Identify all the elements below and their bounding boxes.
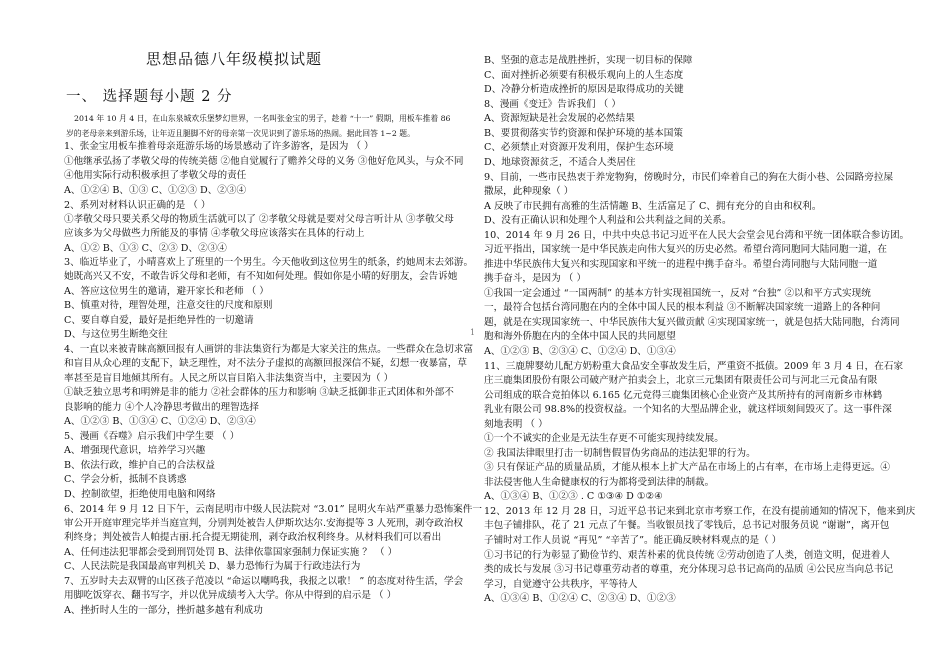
left-text-line: ①孝敬父母只要关系父母的物质生活就可以了 ②孝敬父母就是要对父母言听计从 ③孝敬父母 [64,214,454,225]
left-text-line: 1、张金宝用板车推着母亲逛游乐场的场景感动了许多游客，是因为 （ ） [64,141,374,152]
right-text-line: 庄三鹿集团股份有限公司破产财产拍卖会上，北京三元集团有限责任公司与河北三元食品有限 [484,375,878,386]
right-text-line: A、①③④ B、①②③ . C ①③④ D ①②④ [484,491,663,502]
left-text-line: 4、一直以来被青睐高额回报有人画饼的非法集资行为都是大家关注的焦点。一些群众在急切求富 [64,344,474,355]
left-text-line: B、依法行政，维护自己的合法权益 [64,460,215,471]
left-text-line: 率甚至是盲目地倾其所有。人民之所以盲目陷入非法集资当中，主要因为（ ） [64,373,394,384]
right-text-line: 12、2013 年 12 月 28 日，习近平总书记来到北京市考察工作，在没有提前通知的情况下，他来到庆 [484,506,916,517]
left-text-line: 用脚吃饭穿衣、翻书写字，并以优异成绩考入大学。你从中得到的启示是 （ ） [64,590,397,601]
right-text-line: D、没有正确认识和处理个人利益和公共利益之间的关系。 [484,215,732,226]
left-text-line: A、①②③ B、①③④ C、①②④ D、②③④ [64,416,256,427]
left-text-line: A、挫折时人生的一部分，挫折越多越有利成功 [64,605,263,616]
right-text-line: 刻地表明 （ ） [484,419,548,430]
right-text-line: 一，最符合包括台湾同胞在内的全体中国人民的根本利益 ③不断解决国家统一道路上的各种问 [484,302,881,313]
left-text-line: 5、漫画《吞噬》启示我们中学生要 （ ） [64,431,240,442]
left-text-line: 她既高兴又不安，不敢告诉父母和老师，有不知如何处理。假如你是小晴的好朋友，会告诉她 [64,271,458,282]
right-text-line: ①习书记的行为彰显了勤俭节约、艰苦朴素的优良传统 ②劳动创造了人类，创造文明，促进着人 [484,550,890,561]
right-text-line: 乳业有限公司 98.8%的投资权益。一个知名的大型品牌企业，就这样顷刻间毁灭了。这一事件深 [484,404,892,415]
right-text-line: 10、2014 年 9 月 26 日，中共中央总书记习近平在人民大会堂会见台湾和平统一团体联合参访团。 [484,230,910,241]
left-text-line: 一、 选择题每小题 2 分 [66,89,233,105]
left-text-line: 应该多为父母做些力所能及的事情 ④孝敬父母应该落实在具体的行动上 [64,228,365,239]
left-text-line: D、控制欲望，拒绝使用电脑和网络 [64,489,216,500]
left-text-line: 岁的老母亲来到游乐场，让年迈且腿脚不好的母亲第一次见识到了游乐场的热闹。据此回答 1~2 题。 [66,129,415,138]
left-text-line: 7、五岁时夫去双臂的山区孩子范凌以 “命运以嘲鸣我，我报之以歌！ ” 的态度对待生活，学会 [64,576,464,587]
right-text-line: 11、三鹿牌婴幼儿配方奶粉重大食品安全事故发生后，严重资不抵债。2009 年 3 月 4 日，在石家 [484,361,904,372]
left-text-line: C、学会分析，抵制不良诱惑 [64,474,187,485]
right-text-line: ③ 只有保证产品的质量品质，才能从根本上扩大产品在市场上的占有率，在市场上走得更远。④ [484,462,890,473]
left-text-line: C、要自尊自爱，最好是拒绝异性的一切邀请 [64,315,254,326]
left-text-line: A、答应这位男生的邀请，避开家长和老师 （ ） [64,286,269,297]
left-text-line: A、①②④ B、①③ C、①②③ D、②③④ [64,185,247,196]
right-text-line: A、①③④ B、①②④ C、②③④ D、①②③ [484,593,676,604]
left-text-line: ①他继承弘扬了孝敬父母的传统美德 ②他自觉履行了赡养父母的义务 ③他好危风头，与众不同 [64,156,464,167]
right-text-line: 公司组成的联合竞拍体以 6.165 亿元竞得三鹿集团核心企业资产及其所持有的河南新乡市林鹤 [484,390,883,401]
left-text-line: 良影响的能力 ④个人冷静思考做出的理智选择 [64,402,259,413]
right-text-line: 丰包子铺排队，花了 21 元点了午餐。当收银员找了零钱后，总书记对服务员说 “谢谢”，离开包 [484,520,890,531]
right-text-line: 题，就是在实现国家统一、中华民族伟大复兴做贡献 ④实现国家统一，就是包括大陆同胞，台湾同 [484,317,900,328]
left-text-line: A、增强现代意识，培养学习兴趣 [64,445,206,456]
right-text-line: B、要贯彻落实节约资源和保护环境的基本国策 [484,128,683,139]
left-text-line: A、任何违法犯罪都会受到刑罚处罚 B、法律依靠国家强制力保证实施 ？ （ ） [64,547,398,558]
right-text-line: 9、目前，一些市民热衷于养宠物狗，傍晚时分，市民们牵着自己的狗在大街小巷、公园路旁拉屎 [484,172,894,183]
right-text-line: A、①②③ B、②③④ C、①②④ D、①③④ [484,346,676,357]
right-text-line: 携手奋斗，是因为 （ ） [484,273,587,284]
left-text-line: B、慎重对待，理智处理，注意交往的尺度和原则 [64,300,273,311]
right-text-line: A 反映了市民拥有高雅的生活情趣 B、生活富足了 C、拥有充分的自由和权利。 [484,201,822,212]
left-text-line: 利终身；判处被告人帕提古丽.托合提无期徒刑，剥夺政治权利终身。从材料我们可以看出 [64,532,442,543]
right-text-line: ② 我国法律眼里打击一切制售假冒伪劣商品的违法犯罪的行为。 [484,448,756,459]
left-text-line: 和盲目从众心理的支配下，缺乏理性，对不法分子虚拟的高额回报深信不疑，幻想一夜暴富，草 [64,358,467,369]
right-text-line: ①一个不诚实的企业是无法生存更不可能实现持续发展。 [484,433,724,444]
left-text-line: 2、系列对材料认识正确的是 （ ） [64,200,211,211]
right-text-line: 类的成长与发展 ③习书记尊重劳动者的尊重，充分体现习总书记高尚的品质 ④公民应当向总书记 [484,564,894,575]
left-text-line: D、与这位男生断绝交往 [64,329,168,340]
right-text-line: A、资源短缺是社会发展的必然结果 [484,113,635,124]
right-text-line: 8、漫画《变迁》告诉我们 （ ） [484,99,621,110]
right-text-line: 习近平指出，国家统一是中华民族走向伟大复兴的历史必然。希望台湾同胞同大陆同胞一道，在 [484,244,887,255]
left-text-line: 思想品德八年级模拟试题 [146,50,323,68]
right-text-line: 学习，自觉遵守公共秩序，平等待人 [484,579,638,590]
right-text-line: C、必须禁止对资源开发利用，保护生态环境 [484,142,674,153]
right-text-line: D、冷静分析造成挫折的原因是取得成功的关键 [484,84,684,95]
left-text-line: A、①② B、①③ C、②③ D、②③④ [64,243,227,254]
right-text-line: 子铺时对工作人员说 “再见” “辛苦了”。能正确反映材料观点的是（ ） [484,535,782,546]
page-gutter-mark: 1 [470,328,476,337]
left-text-line: 6、2014 年 9 月 12 日下午，云南昆明市中级人民法院对 “3.01” 昆明火车站严重暴力恐怖案件一 [64,504,482,515]
left-text-line: ④他用实际行动积极承担了孝敬父母的责任 [64,170,247,181]
right-text-line: D、地球资源贫乏，不适合人类居住 [484,157,636,168]
left-text-line: 审公开开庭审理完毕并当庭宣判，分别判处被告人伊斯坎达尔.安海提等 3 人死刑，剥夺政治权 [64,518,464,529]
right-text-line: C、面对挫折必须要有积极乐观向上的人生态度 [484,70,684,81]
right-text-line: ①我国一定会通过 “一国两制” 的基本方针实现祖国统一，反对 “台独” ②以和平方式实现统 [484,288,871,299]
right-text-line: 胞和海外侨胞在内的全体中国人民的共同愿望 [484,331,676,342]
right-text-line: 推进中华民族伟大复兴和实现国家和平统一的进程中携手奋斗。希望台湾同胞与大陆同胞一道 [484,259,878,270]
left-text-line: 2014 年 10 月 4 日，在山东泉城欢乐堡梦幻世界，一名叫张金宝的男子，趁着 “十一” 假期，用板车推着 86 [74,114,451,123]
left-text-line: 3、临近毕业了，小晴喜欢上了班里的一个男生。今天他收到这位男生的纸条，约她周末去郊游。 [64,257,474,268]
right-text-line: 撒尿，此种现象（ ） [484,186,574,197]
right-text-line: B、坚强的意志是战胜挫折，实现一切目标的保障 [484,55,693,66]
left-text-line: C、人民法院是我国最高审判机关 D、暴力恐怖行为属于行政违法行为 [64,561,361,572]
right-text-line: 非法侵害他人生命健康权的行为都将受到法律的制裁。 [484,477,715,488]
left-text-line: ①缺乏独立思考和明辨是非的能力 ②社会群体的压力和影响 ③缺乏抵御非正式团体和外部不 [64,387,454,398]
